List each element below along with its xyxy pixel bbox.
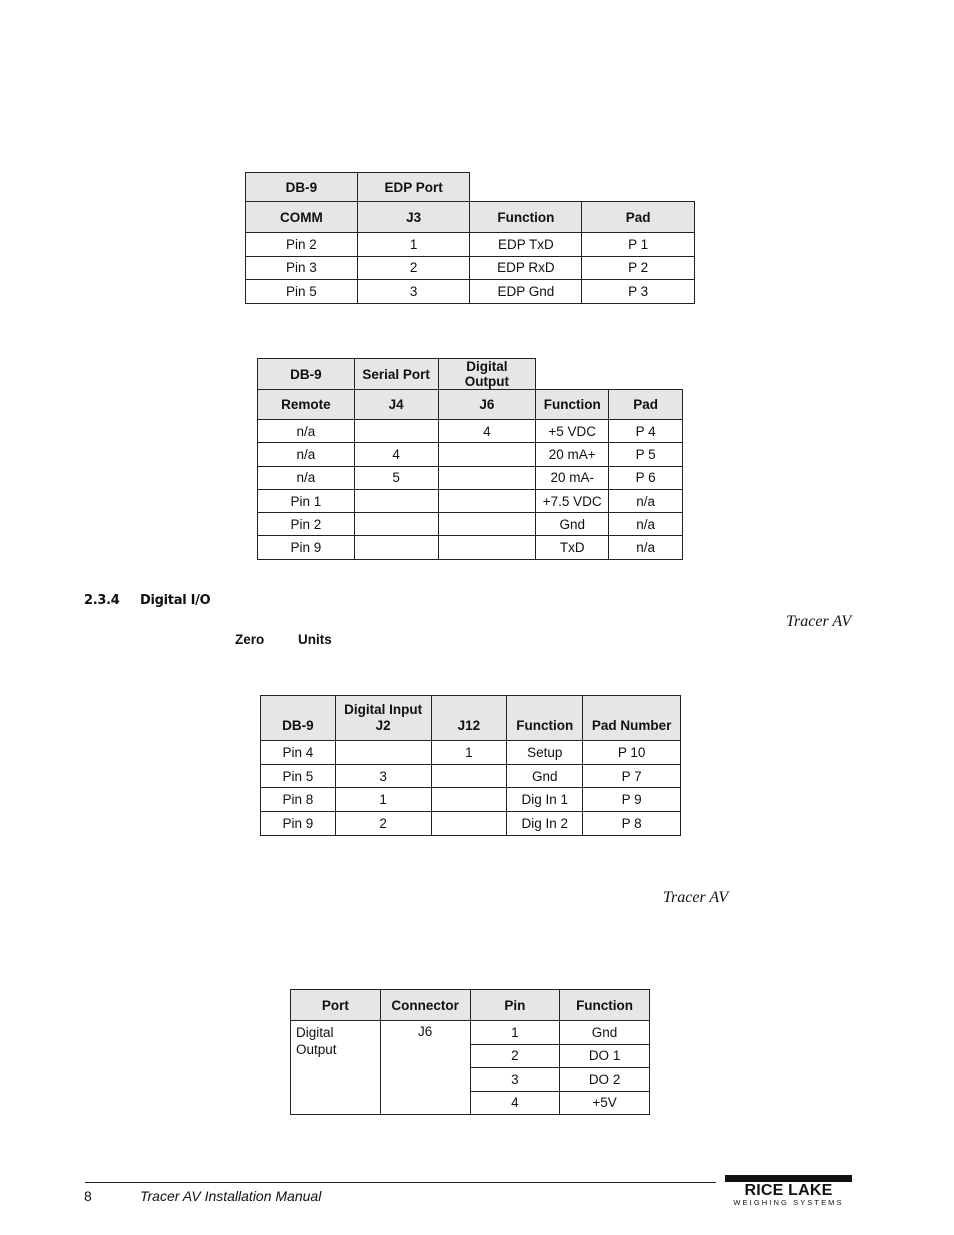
table-cell: n/a xyxy=(609,536,683,559)
header-cell: Function xyxy=(470,202,582,233)
table-cell: TxD xyxy=(536,536,609,559)
edp-port-table xyxy=(245,172,695,304)
table-cell: P 10 xyxy=(583,741,681,765)
product-reference: Tracer AV xyxy=(663,889,729,906)
connector-cell: J6 xyxy=(380,1021,470,1115)
rice-lake-logo xyxy=(725,1175,852,1207)
table-cell: Gnd xyxy=(560,1021,650,1045)
table-cell: 1 xyxy=(357,233,470,257)
table-cell: P 3 xyxy=(582,280,695,304)
table-cell: P 1 xyxy=(582,233,695,257)
table-cell: P 6 xyxy=(609,466,683,489)
table-cell xyxy=(438,489,536,512)
table-row xyxy=(246,256,695,280)
logo-sub-text: WEIGHING SYSTEMS xyxy=(733,1198,844,1207)
table-cell xyxy=(431,788,507,812)
table-cell xyxy=(438,466,536,489)
table-cell: DO 2 xyxy=(560,1068,650,1092)
table-row xyxy=(258,466,683,489)
table-cell: P 8 xyxy=(583,812,681,836)
table-row xyxy=(258,443,683,466)
table-row xyxy=(291,1021,650,1045)
table-cell: Pin 2 xyxy=(258,513,355,536)
header-cell: Port xyxy=(291,990,381,1021)
table-cell: n/a xyxy=(609,489,683,512)
table-cell: 2 xyxy=(357,256,470,280)
table-cell xyxy=(438,536,536,559)
table-cell: 4 xyxy=(470,1091,560,1115)
table-cell xyxy=(335,741,431,765)
table-cell: +7.5 VDC xyxy=(536,489,609,512)
table-row xyxy=(258,489,683,512)
table-cell: P 9 xyxy=(583,788,681,812)
table-cell: +5V xyxy=(560,1091,650,1115)
table-row xyxy=(261,788,681,812)
table-cell: 4 xyxy=(438,420,536,443)
table-cell xyxy=(354,536,438,559)
header-cell: J12 xyxy=(431,696,507,741)
table-cell: Pin 9 xyxy=(261,812,336,836)
logo-main-text: RICE LAKE xyxy=(744,1182,833,1199)
table-cell: Pin 9 xyxy=(258,536,355,559)
table-cell: 5 xyxy=(354,466,438,489)
header-cell-digital-input xyxy=(335,696,431,741)
table-cell: Pin 2 xyxy=(246,233,358,257)
table-cell: 2 xyxy=(335,812,431,836)
table-cell: P 5 xyxy=(609,443,683,466)
table-row xyxy=(258,513,683,536)
table-cell: Pin 1 xyxy=(258,489,355,512)
table-cell: 4 xyxy=(354,443,438,466)
table-cell: P 2 xyxy=(582,256,695,280)
table-cell: 2 xyxy=(470,1044,560,1068)
header-cell: J3 xyxy=(357,202,470,233)
table-cell: Pin 3 xyxy=(246,256,358,280)
table-cell: 3 xyxy=(357,280,470,304)
port-cell: Digital Output xyxy=(291,1021,381,1115)
digital-output-table xyxy=(290,989,650,1115)
table-row xyxy=(246,280,695,304)
table-cell: n/a xyxy=(258,420,355,443)
table-row xyxy=(246,233,695,257)
header-line: Digital Input xyxy=(344,702,423,717)
header-cell: J4 xyxy=(354,390,438,420)
table-cell xyxy=(354,420,438,443)
table-cell: 20 mA- xyxy=(536,466,609,489)
header-cell: Connector xyxy=(380,990,470,1021)
table-cell: 1 xyxy=(431,741,507,765)
header-cell: Pad xyxy=(582,202,695,233)
header-line: J2 xyxy=(375,718,391,733)
table-cell: P 7 xyxy=(583,764,681,788)
header-cell: DB-9 xyxy=(246,173,358,202)
table-cell: Pin 4 xyxy=(261,741,336,765)
table-cell xyxy=(438,513,536,536)
header-cell: Remote xyxy=(258,390,355,420)
header-cell: Pin xyxy=(470,990,560,1021)
table-cell: Pin 8 xyxy=(261,788,336,812)
table-cell: n/a xyxy=(258,466,355,489)
table-row xyxy=(261,764,681,788)
table-row xyxy=(258,536,683,559)
table-cell: EDP Gnd xyxy=(470,280,582,304)
table-cell xyxy=(354,513,438,536)
table-cell: EDP TxD xyxy=(470,233,582,257)
table-cell: P 4 xyxy=(609,420,683,443)
logo-bar xyxy=(725,1175,852,1182)
page-number: 8 xyxy=(84,1188,92,1204)
table-cell: Pin 5 xyxy=(246,280,358,304)
table-cell: 20 mA+ xyxy=(536,443,609,466)
zero-label: Zero xyxy=(235,632,265,647)
table-cell: 3 xyxy=(470,1068,560,1092)
table-cell xyxy=(431,812,507,836)
manual-title: Tracer AV Installation Manual xyxy=(140,1188,322,1204)
serial-port-table xyxy=(257,358,683,560)
table-cell: Dig In 2 xyxy=(507,812,583,836)
header-cell: Function xyxy=(560,990,650,1021)
header-cell: Digital Output xyxy=(438,359,536,390)
header-cell: J6 xyxy=(438,390,536,420)
header-cell: DB-9 xyxy=(258,359,355,390)
table-cell: n/a xyxy=(258,443,355,466)
table-cell: Gnd xyxy=(536,513,609,536)
section-title: Digital I/O xyxy=(140,593,211,608)
table-cell xyxy=(431,764,507,788)
table-row xyxy=(258,420,683,443)
table-cell: Dig In 1 xyxy=(507,788,583,812)
table-cell xyxy=(438,443,536,466)
table-cell: Pin 5 xyxy=(261,764,336,788)
table-cell: n/a xyxy=(609,513,683,536)
table-row xyxy=(261,741,681,765)
units-label: Units xyxy=(298,632,332,647)
table-cell: EDP RxD xyxy=(470,256,582,280)
section-number: 2.3.4 xyxy=(84,593,120,608)
table-cell: +5 VDC xyxy=(536,420,609,443)
header-cell: Function xyxy=(536,390,609,420)
table-cell: 3 xyxy=(335,764,431,788)
table-cell: 1 xyxy=(335,788,431,812)
footer-rule xyxy=(85,1182,716,1183)
digital-input-table xyxy=(260,695,681,836)
table-cell: Setup xyxy=(507,741,583,765)
table-row xyxy=(261,812,681,836)
header-cell: Pad Number xyxy=(583,696,681,741)
product-reference: Tracer AV xyxy=(786,613,852,630)
header-cell: Pad xyxy=(609,390,683,420)
table-cell: 1 xyxy=(470,1021,560,1045)
header-cell: COMM xyxy=(246,202,358,233)
header-cell: Function xyxy=(507,696,583,741)
table-cell: Gnd xyxy=(507,764,583,788)
header-cell: Serial Port xyxy=(354,359,438,390)
header-cell: EDP Port xyxy=(357,173,470,202)
table-cell: DO 1 xyxy=(560,1044,650,1068)
table-cell xyxy=(354,489,438,512)
header-cell: DB-9 xyxy=(261,696,336,741)
